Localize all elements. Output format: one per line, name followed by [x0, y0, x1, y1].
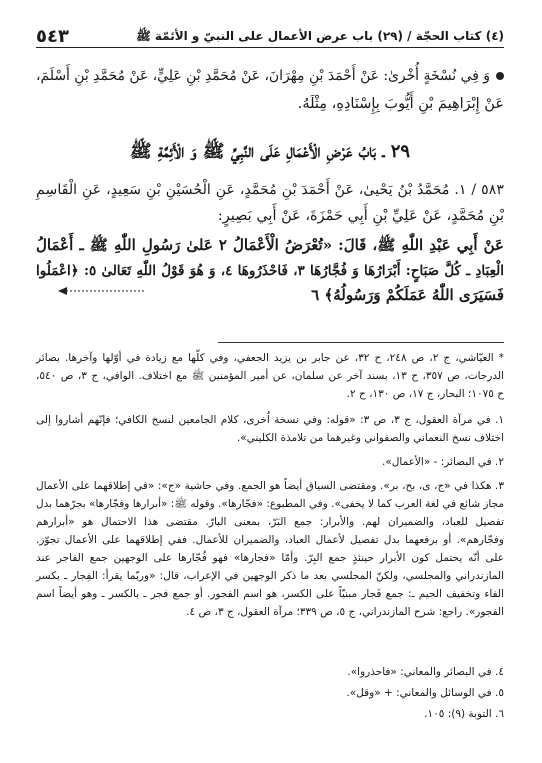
footnote-3-line-2: مجاز شائع في لغة العرب كما لا يخفى». وفي المطبوع: «فجّارها». وقوله ﷺ: «أبرارها وفجّارها» بجرّهما بدل [36, 498, 504, 510]
hadith-chain-line-2: بْنِ مُحَمَّدٍ، عَنْ عَلِيِّ بْنِ أَبِي حَمْزَةَ، عَنْ أَبِي بَصِيرٍ: [217, 208, 504, 224]
chapter-title: ٢٩ ـ بَابُ عَرْضِ الْأَعْمَالِ عَلَى النَّبِيِّ ﷺ وَ الْأَئِمَّةِ ﷺ [129, 141, 411, 162]
footnote-3-line-4: وفجّارهم». أو برفعهما بدل تفصيل لأعمال العباد، والضميران للأعمال. ففي إطلاقهما على الأعمال تجوّز. [36, 534, 504, 546]
continuation-arrow-icon [58, 284, 148, 298]
page-number: ٥٤٣ [36, 26, 69, 47]
variant-chain-line-1 [36, 64, 504, 88]
running-title: (٤) كتاب الحجّة / (٢٩) باب عرض الأعمال على النبيّ و الأئمّة ﷺ [136, 29, 504, 43]
hadith-text-line-3: فَسَيَرَى اللّٰهُ عَمَلَكُمْ وَرَسُولُهُ﴾ ٦ [311, 286, 504, 304]
variant-chain-line-2: عَنْ إِبْرَاهِيمَ بْنِ أَيُّوبَ بِإِسْنَادِهِ، مِثْلَهُ. [297, 96, 504, 112]
footnote-4: ٤. في البصائر والمعاني: «فاحذروا». [347, 666, 504, 678]
footnote-3-line-8: الفجور». راجع: شرح المازندراني، ج ٥، ص ٣٣٩؛ مرآة العقول، ج ٣، ص ٤. [186, 606, 504, 618]
footnote-5: ٥. في الوسائل والمعاني: + «وقل». [346, 687, 504, 699]
header-divider [36, 47, 504, 48]
footnote-3-line-6: المازندراني والمجلسي، ولكنّ المجلسي بعد ما ذكر الوجهين في الإعراب، قال: «وربّما يقرأ: الفِجار ـ بكسر [36, 570, 504, 582]
footnote-1-line-2: اختلاف نسخ النعماني والصفواني وغيرهما من تلامذة الكليني». [236, 432, 504, 444]
hadith-chain-line-1: ٥٨٣ / ١. مُحَمَّدُ بْنُ يَحْيىٰ، عَنْ أَحْمَدَ بْنِ مُحَمَّدٍ، عَنِ الْحُسَيْنِ بْنِ سَعِيدٍ، عَنِ الْقَاسِمِ [36, 182, 504, 198]
footnote-3-line-7: الفاء وتخفيف الجيم ـ: جمع فَجار مبنيّاً على الكسر، هو اسم الفجور. أو جمع فجر ـ بالكسر ـ وهو أيضاً اسم [36, 588, 504, 600]
source-note-line-3: ح ١٠٧٥؛ البحار، ج ١٧، ص ١٣٠، ح ٢. [346, 388, 504, 400]
variant-chain-text-1: وَ فِي نُسْخَةٍ أُخْرىٰ: عَنْ أَحْمَدَ بْنِ مِهْرَانَ، عَنْ مُحَمَّدِ بْنِ عَلِيٍّ، عَنْ مُحَمَّدِ بْنِ أَسْلَمَ، [36, 68, 490, 84]
bullet-icon [496, 72, 504, 80]
footnote-6: ٦. التوبة (٩): ١٠٥. [424, 708, 504, 720]
running-header [36, 24, 504, 48]
source-note-line-1: * العيّاشي، ج ٢، ص ٢٤٨، ح ٣٢، عن جابر بن يزيد الجعفي، وفي كلّها مع زيادة في أوّلها وآخرها. بصائر [36, 352, 504, 364]
hadith-text-line-1: عَنْ أَبِي عَبْدِ اللّٰهِ ﷺ، قَالَ: «تُعْرَضُ الْأَعْمَالُ ٢ عَلىٰ رَسُولِ اللّٰهِ ﷺ ـ أَعْمَالُ [36, 236, 504, 254]
footnote-1-line-1: ١. في مرآة العقول، ج ٣، ص ٣: «قوله: وفي نسخة اُخرى، كلام الجامعين لنسخ الكافي؛ فإنّهم أشاروا إلى [36, 414, 504, 426]
footnote-3-line-3: تفصيل للعباد، والضميران لهم. والأبرار: جمع البَرّ، بمعنى البارّ. مقتضى هذا الاحتمال هو «أبرارهم [36, 516, 504, 528]
footnote-3-line-1: ٣. هكذا في «ج، ى، بح، بر». ومقتضى السياق أيضاً هو الجمع. وفي حاشية «ج»: «في إطلاقهما على الأعمال [36, 480, 504, 492]
footnote-divider [218, 342, 504, 343]
hadith-text-line-2: الْعِبَادِ ـ كُلَّ صَبَاحٍ: أَبْرَارُهَا وَ فُجَّارُهَا ٣، فَاحْذَرُوهَا ٤، وَ هُوَ قَوْلُ اللّٰهِ تَعَالىٰ ٥: ﴿اعْمَلُوا [36, 263, 504, 279]
source-note-line-2: الدرجات، ص ٣٥٧، ح ١٣، بسند آخر عن سلمان، عن أمير المؤمنين ﷺ مع اختلاف. الوافي، ج ٣، ص ٥٤٠، [36, 370, 504, 382]
footnote-2: ٢. في البصائر: - «الأعمال». [382, 456, 504, 468]
footnote-3-line-5: على أنّه يحتمل كون الأبرار حينئذٍ جمع البِرّ. وأمّا «فجارها» فهو فُجّارها على الوجهين جمع الفاجر عند [36, 552, 504, 564]
